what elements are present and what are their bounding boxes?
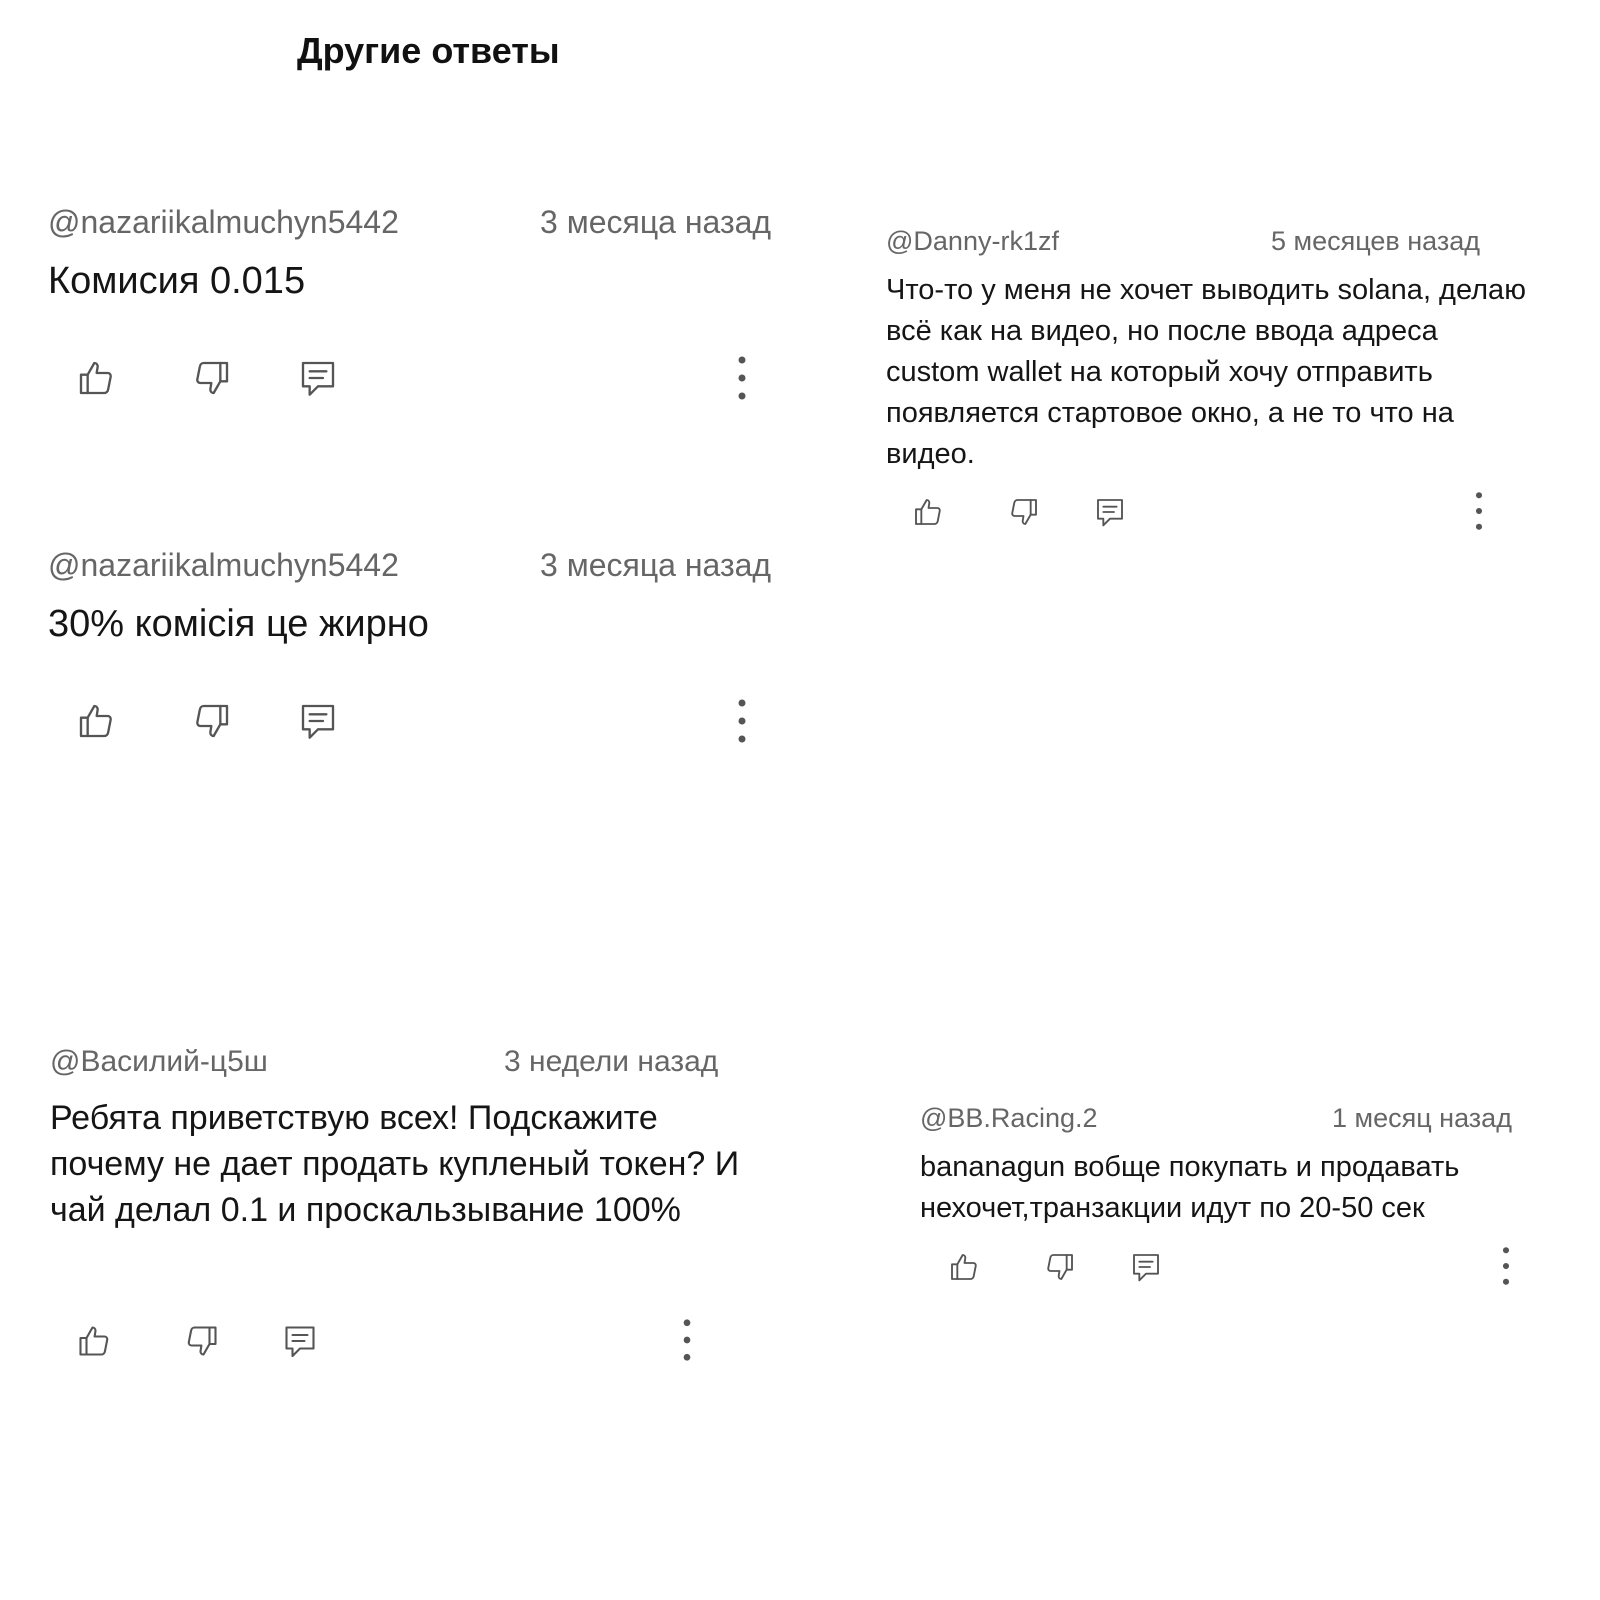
reply-comment-icon[interactable] (298, 701, 338, 741)
reply-comment-icon[interactable] (298, 358, 338, 398)
comment-actions (920, 1243, 1560, 1291)
comment-item (920, 1103, 1560, 1323)
comment-actions (50, 1317, 790, 1365)
comment-text: bananagun вобще покупать и продавать нехочет,транзакции идут по 20-50 сек (920, 1151, 1460, 1224)
thumbs-down-icon[interactable] (1008, 496, 1040, 528)
thumbs-up-icon[interactable] (912, 496, 944, 528)
comment-actions (48, 697, 808, 745)
comment-author[interactable]: @BB.Racing.2 (920, 1103, 1098, 1133)
reply-comment-icon[interactable] (282, 1323, 318, 1359)
reply-comment-icon[interactable] (1094, 496, 1126, 528)
comment-timestamp[interactable]: 3 недели назад (504, 1045, 719, 1078)
comment-text: Ребята приветствую всех! Подскажите почему не дает продать купленый токен? И чай делал 0.1 и проскальзывание 100% (50, 1099, 740, 1229)
more-vertical-icon[interactable] (1495, 1245, 1517, 1287)
more-vertical-icon[interactable] (728, 697, 756, 745)
reply-comment-icon[interactable] (1130, 1251, 1162, 1283)
more-vertical-icon[interactable] (674, 1317, 700, 1363)
thumbs-down-icon[interactable] (184, 1323, 220, 1359)
thumbs-up-icon[interactable] (76, 701, 116, 741)
comment-text: Комисия 0.015 (48, 260, 306, 302)
thumbs-down-icon[interactable] (192, 358, 232, 398)
comment-timestamp[interactable]: 1 месяц назад (1332, 1103, 1512, 1133)
comment-author[interactable]: @nazariikalmuchyn5442 (48, 547, 399, 583)
comment-author[interactable]: @Василий-ц5ш (50, 1045, 268, 1078)
thumbs-up-icon[interactable] (76, 358, 116, 398)
comment-author[interactable]: @nazariikalmuchyn5442 (48, 204, 399, 240)
comment-text: Что-то у меня не хочет выводить solana, делаю всё как на видео, но после ввода адреса custom wallet на который хочу отправить появляется стартовое окно, а не то что на видео. (886, 274, 1526, 470)
comment-author[interactable]: @Danny-rk1zf (886, 226, 1059, 256)
more-vertical-icon[interactable] (1468, 490, 1490, 532)
comment-item (50, 1045, 790, 1405)
thumbs-up-icon[interactable] (948, 1251, 980, 1283)
comment-item (48, 547, 808, 767)
page-title: Другие ответы (297, 30, 560, 71)
comment-text: 30% комісія це жирно (48, 603, 429, 645)
comment-actions (48, 354, 808, 402)
comment-item (48, 204, 808, 424)
comment-item (886, 226, 1526, 566)
comment-actions (886, 488, 1526, 536)
comment-timestamp[interactable]: 3 месяца назад (540, 204, 772, 240)
thumbs-down-icon[interactable] (1044, 1251, 1076, 1283)
more-vertical-icon[interactable] (728, 354, 756, 402)
thumbs-up-icon[interactable] (76, 1323, 112, 1359)
comment-timestamp[interactable]: 5 месяцев назад (1271, 226, 1481, 256)
comment-timestamp[interactable]: 3 месяца назад (540, 547, 772, 583)
thumbs-down-icon[interactable] (192, 701, 232, 741)
